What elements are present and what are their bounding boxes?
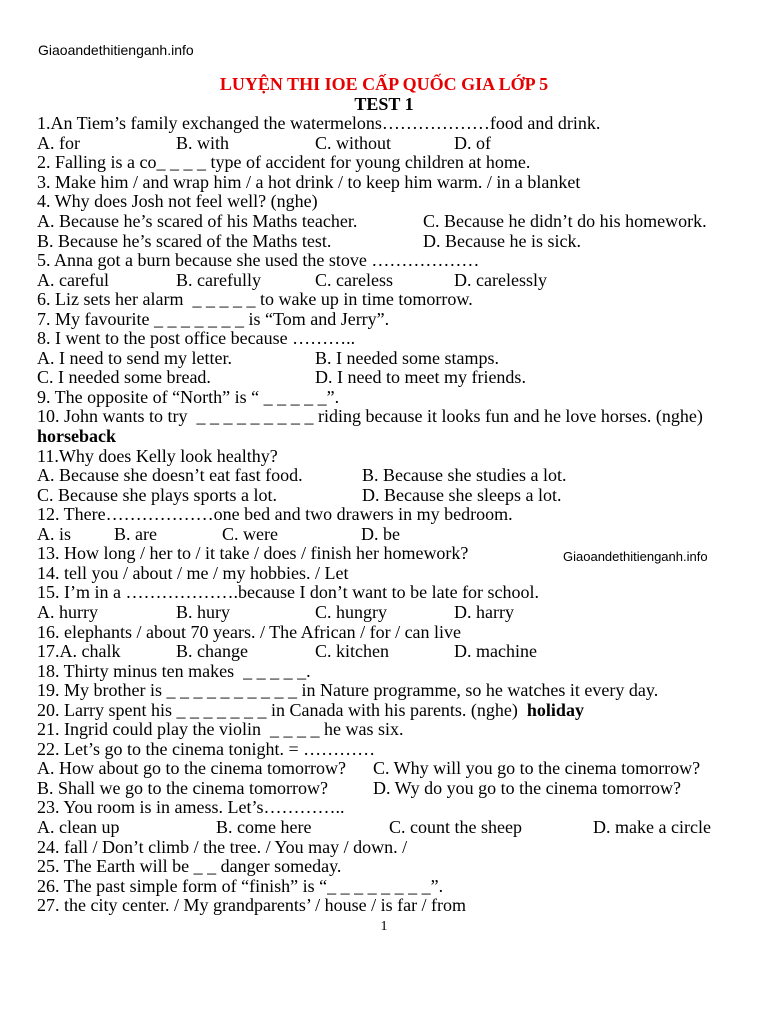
question-15-options (37, 603, 768, 623)
question-14-text: 14. tell you / about / me / my hobbies. / Let (37, 562, 349, 583)
question-22-option-a: A. How about go to the cinema tomorrow? (37, 758, 346, 779)
question-26-text: 26. The past simple form of “finish” is “_ _ _ _ _ _ _ _”. (37, 875, 444, 896)
question-4-option-a: A. Because he’s scared of his Maths teacher. (37, 211, 358, 232)
question-5-options (37, 271, 768, 291)
question-11-options-row-2 (37, 486, 768, 506)
question-25-text: 25. The Earth will be _ _ danger someday. (37, 856, 342, 877)
question-12-option-c: C. were (222, 523, 278, 544)
question-20-answer: holiday (526, 699, 584, 720)
question-6-text: 6. Liz sets her alarm _ _ _ _ _ to wake up in time tomorrow. (37, 289, 473, 310)
test-label: TEST 1 (354, 93, 414, 114)
question-20-line (37, 701, 768, 721)
question-4-options-row-2 (37, 232, 768, 252)
question-5-option-b: B. carefully (176, 269, 261, 290)
question-27-text: 27. the city center. / My grandparents’ / house / is far / from (37, 895, 467, 916)
question-17-first-cell (37, 642, 120, 662)
question-23-options (37, 818, 768, 838)
question-24-text: 24. fall / Don’t climb / the tree. / You may / down. / (37, 836, 408, 857)
question-1-option-a: A. for (37, 132, 80, 153)
question-19-text: 19. My brother is _ _ _ _ _ _ _ _ _ _ in Nature programme, so he watches it every day. (37, 680, 659, 701)
question-22-option-c: C. Why will you go to the cinema tomorrow? (373, 758, 701, 779)
question-10-text: 10. John wants to try _ _ _ _ _ _ _ _ _ riding because it looks fun and he love horses. (nghe) (37, 406, 703, 427)
question-8-options-row-2 (37, 368, 768, 388)
question-4-option-b: B. Because he’s scared of the Maths test. (37, 230, 332, 251)
question-1-option-b: B. with (176, 132, 230, 153)
question-17-option-d: D. machine (454, 641, 537, 662)
question-16-text: 16. elephants / about 70 years. / The African / for / can live (37, 621, 462, 642)
question-23-option-a: A. clean up (37, 816, 120, 837)
question-12-options (37, 525, 768, 545)
question-5-option-d: D. carelessly (454, 269, 547, 290)
question-5-option-a: A. careful (37, 269, 109, 290)
question-8-option-a: A. I need to send my letter. (37, 347, 232, 368)
question-17-option-a: A. chalk (59, 641, 121, 662)
question-5-option-c: C. careless (315, 269, 393, 290)
question-13-line (37, 544, 768, 564)
question-23-option-b: B. come here (216, 816, 312, 837)
question-10-answer: horseback (37, 426, 117, 447)
question-15-text: 15. I’m in a ……………….because I don’t want to be late for school. (37, 582, 540, 603)
question-23-option-c: C. count the sheep (389, 816, 522, 837)
question-12-option-a: A. is (37, 523, 72, 544)
question-22-option-d: D. Wy do you go to the cinema tomorrow? (373, 777, 682, 798)
question-11-option-b: B. Because she studies a lot. (362, 465, 567, 486)
question-8-option-d: D. I need to meet my friends. (315, 367, 526, 388)
question-22-option-b: B. Shall we go to the cinema tomorrow? (37, 777, 328, 798)
question-1-options (37, 134, 768, 154)
question-22-text: 22. Let’s go to the cinema tonight. = ………… (37, 738, 376, 759)
question-21-text: 21. Ingrid could play the violin _ _ _ _ he was six. (37, 719, 404, 740)
question-11-text: 11.Why does Kelly look healthy? (37, 445, 278, 466)
question-22-options-row-1 (37, 759, 768, 779)
question-5-text: 5. Anna got a burn because she used the stove ……………… (37, 250, 480, 271)
question-4-text: 4. Why does Josh not feel well? (nghe) (37, 191, 318, 212)
question-22-options-row-2 (37, 779, 768, 799)
question-15-option-b: B. hury (176, 601, 230, 622)
question-11-option-c: C. Because she plays sports a lot. (37, 484, 277, 505)
question-13-text: 13. How long / her to / it take / does / finish her homework? (37, 543, 469, 564)
question-11-option-d: D. Because she sleeps a lot. (362, 484, 562, 505)
question-8-options-row-1 (37, 349, 768, 369)
question-7-text: 7. My favourite _ _ _ _ _ _ _ is “Tom and Jerry”. (37, 308, 390, 329)
question-11-options-row-1 (37, 466, 768, 486)
worksheet (37, 75, 768, 916)
question-8-option-c: C. I needed some bread. (37, 367, 211, 388)
site-header: Giaoandethitienganh.info (38, 42, 194, 58)
question-12-option-d: D. be (361, 523, 400, 544)
question-8-text: 8. I went to the post office because ……….. (37, 328, 356, 349)
question-12-text: 12. There………………one bed and two drawers in my bedroom. (37, 504, 513, 525)
question-4-option-c: C. Because he didn’t do his homework. (423, 211, 707, 232)
question-17-row (37, 642, 768, 662)
question-8-option-b: B. I needed some stamps. (315, 347, 499, 368)
question-18-text: 18. Thirty minus ten makes _ _ _ _ _. (37, 660, 311, 681)
question-23-option-d: D. make a circle (593, 816, 711, 837)
question-23-text: 23. You room is in amess. Let’s………….. (37, 797, 345, 818)
question-15-option-d: D. harry (454, 601, 514, 622)
question-1-text: 1.An Tiem’s family exchanged the watermelons………………food and drink. (37, 113, 601, 134)
question-4-option-d: D. Because he is sick. (423, 230, 581, 251)
question-9-text: 9. The opposite of “North” is “ _ _ _ _ _”. (37, 386, 340, 407)
question-15-option-c: C. hungry (315, 601, 387, 622)
page-number: 1 (380, 919, 388, 934)
question-3-text: 3. Make him / and wrap him / a hot drink / to keep him warm. / in a blanket (37, 171, 581, 192)
question-1-option-c: C. without (315, 132, 392, 153)
question-2-text: 2. Falling is a co_ _ _ _ type of accident for young children at home. (37, 152, 531, 173)
question-17-number: 17. (37, 641, 60, 662)
site-watermark: Giaoandethitienganh.info (563, 549, 708, 565)
question-12-option-b: B. are (114, 523, 157, 544)
question-4-options-row-1 (37, 212, 768, 232)
question-17-option-b: B. change (176, 641, 248, 662)
exam-title: LUYỆN THI IOE CẤP QUỐC GIA LỚP 5 (219, 74, 549, 95)
question-1-option-d: D. of (454, 132, 491, 153)
question-11-option-a: A. Because she doesn’t eat fast food. (37, 465, 303, 486)
question-17-option-c: C. kitchen (315, 641, 389, 662)
question-20-text: 20. Larry spent his _ _ _ _ _ _ _ in Canada with his parents. (nghe) (37, 699, 518, 720)
question-15-option-a: A. hurry (37, 601, 98, 622)
